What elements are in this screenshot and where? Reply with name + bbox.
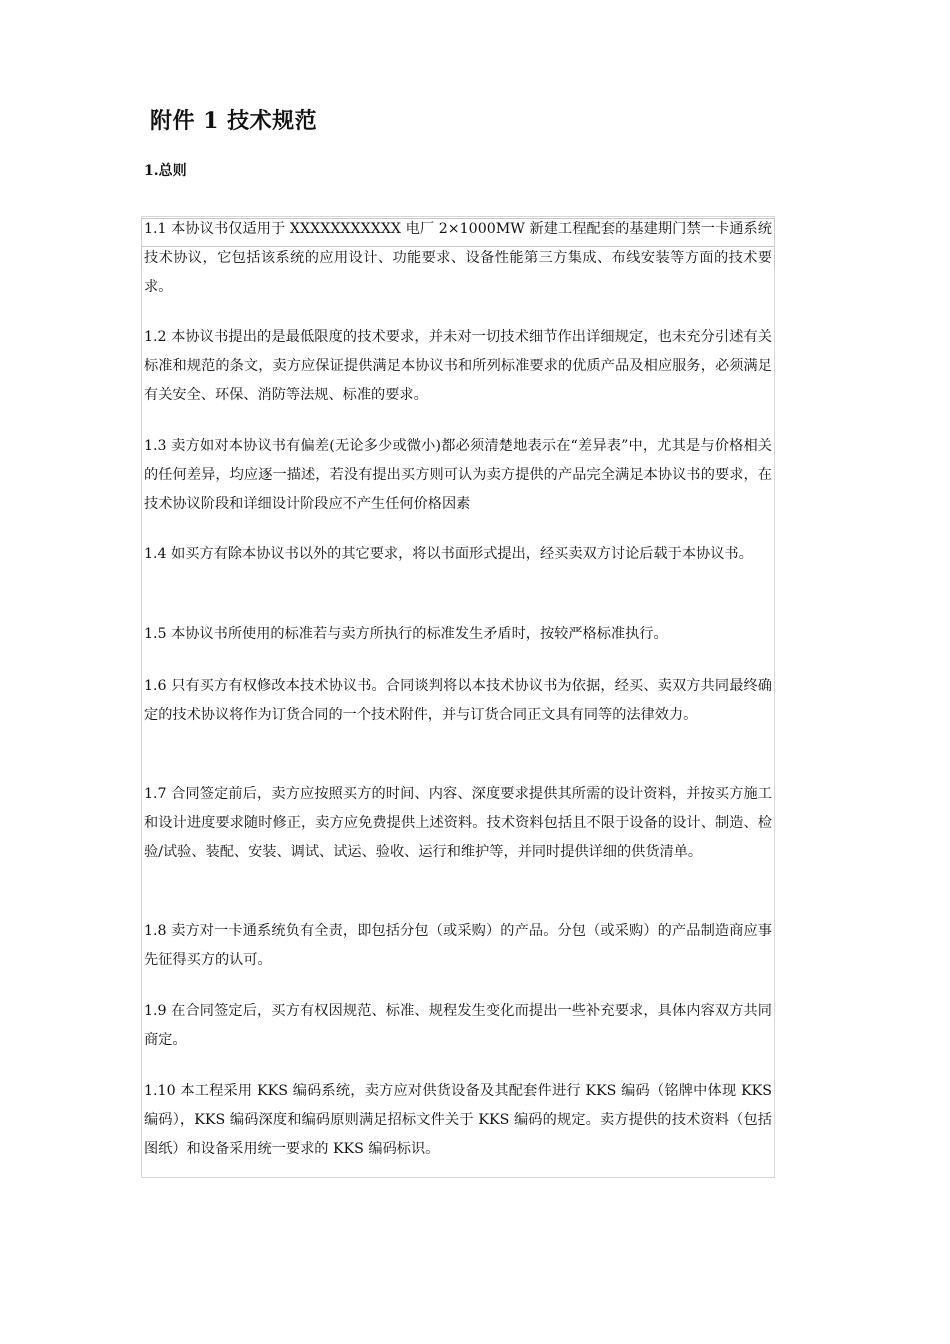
clause-1-9: 1.9 在合同签定后，买方有权因规范、标准、规程发生变化而提出一些补充要求，具体内容双方共同商定。 (144, 1003, 772, 1048)
clause-1-1: 1.1 本协议书仅适用于 XXXXXXXXXXX 电厂 2×1000MW 新建工程配套的基建期门禁一卡通系统技术协议，它包括该系统的应用设计、功能要求、设备性能第三方集成、布线安装等方面的技术要求。 (144, 221, 772, 295)
clause-1-8: 1.8 卖方对一卡通系统负有全责，即包括分包（或采购）的产品。分包（或采购）的产品制造商应事先征得买方的认可。 (144, 923, 772, 968)
clause-1-2: 1.2 本协议书提出的是最低限度的技术要求，并未对一切技术细节作出详细规定，也未充分引述有关标准和规范的条文，卖方应保证提供满足本协议书和所列标准要求的优质产品及相应服务，必须满足有关安全、环保、消防等法规、标准的要求。 (144, 329, 772, 403)
clause-1-5: 1.5 本协议书所使用的标准若与卖方所执行的标准发生矛盾时，按较严格标准执行。 (144, 626, 668, 642)
document-title: 附件 1 技术规范 (150, 108, 318, 134)
clause-1-10: 1.10 本工程采用 KKS 编码系统，卖方应对供货设备及其配套件进行 KKS 编码（铭牌中体现 KKS 编码），KKS 编码深度和编码原则满足招标文件关于 KKS 编码的规定。卖方提供的技术资料（包括图纸）和设备采用统一要求的 KKS 编码标识。 (144, 1083, 772, 1157)
clause-1-7: 1.7 合同签定前后，卖方应按照买方的时间、内容、深度要求提供其所需的设计资料，并按买方施工和设计进度要求随时修正，卖方应免费提供上述资料。技术资料包括且不限于设备的设计、制造、检验/试验、装配、安装、调试、试运、验收、运行和维护等，并同时提供详细的供货清单。 (144, 786, 772, 860)
clause-1-6: 1.6 只有买方有权修改本技术协议书。合同谈判将以本技术协议书为依据，经买、卖双方共同最终确定的技术协议将作为订货合同的一个技术附件，并与订货合同正文具有同等的法律效力。 (144, 678, 772, 723)
section-title: 1.总则 (144, 163, 187, 179)
clause-1-3: 1.3 卖方如对本协议书有偏差(无论多少或微小)都必须清楚地表示在“差异表”中，尤其是与价格相关的任何差异，均应逐一描述，若没有提出买方则可认为卖方提供的产品完全满足本协议书的要求，在技术协议阶段和详细设计阶段应不产生任何价格因素 (144, 438, 772, 512)
clause-1-4: 1.4 如买方有除本协议书以外的其它要求，将以书面形式提出，经买卖双方讨论后载于本协议书。 (144, 546, 753, 562)
